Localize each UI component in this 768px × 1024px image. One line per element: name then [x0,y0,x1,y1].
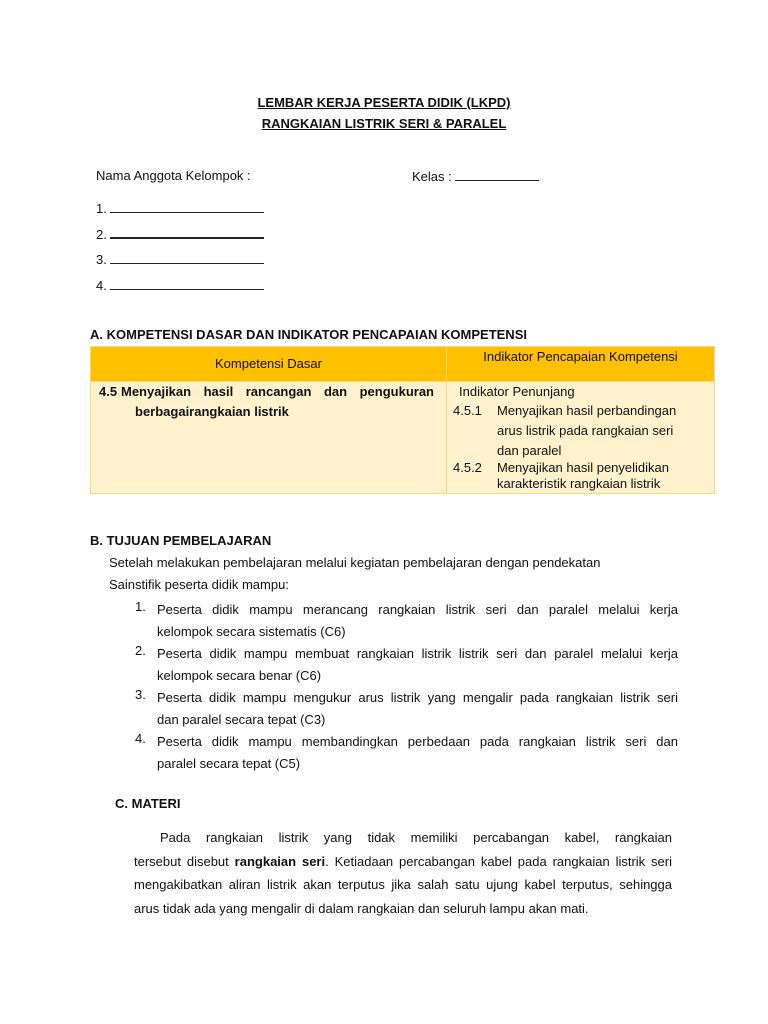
member-number: 3. [96,252,107,267]
member-blank[interactable] [110,200,264,213]
objectives-list [135,599,678,775]
kd-line2: berbagairangkaian listrik [135,403,289,419]
materi-line2: tersebut disebut rangkaian seri. Ketiadaan percabangan kabel pada rangkaian listrik seri [134,853,673,869]
list-item: 4. Peserta didik mampu membandingkan perbedaan pada rangkaian listrik seri dan paralel secara tepat (C5) [135,731,678,771]
indicator-cell [447,382,715,494]
header-indikator: Indikator Pencapaian Kompetensi [447,347,715,382]
materi-line1: Pada rangkaian listrik yang tidak memiliki percabangan kabel, rangkaian [160,830,672,845]
member-number: 1. [96,201,107,216]
member-row[interactable] [96,251,264,269]
member-row[interactable] [96,225,264,244]
member-number: 2. [96,227,107,242]
class-field[interactable] [412,168,539,186]
materi-line3: mengakibatkan aliran listrik akan terputus jika salah satu ujung kabel terputus, sehingga [134,877,672,892]
materi-paragraph [134,826,672,920]
section-a-heading: A. KOMPETENSI DASAR DAN INDIKATOR PENCAPAIAN KOMPETENSI [90,327,527,342]
indicator-item: 4.5.2 Menyajikan hasil penyelidikan karakteristik rangkaian listrik [453,459,669,492]
kd-line1: 4.5 Menyajikan hasil rancangan dan pengukuran [99,384,434,399]
list-item: 3. Peserta didik mampu mengukur arus listrik yang mengalir pada rangkaian listrik seri dan paralel secara tepat (C3) [135,687,678,727]
document-title-line2: RANGKAIAN LISTRIK SERI & PARALEL [261,116,507,131]
kd-cell [91,382,447,494]
section-b-intro-line1: Setelah melakukan pembelajaran melalui kegiatan pembelajaran dengan pendekatan [109,555,601,570]
list-item: 2. Peserta didik mampu membuat rangkaian listrik listrik seri dan paralel melalui kerja kelompok secara benar (C6) [135,643,678,683]
member-blank[interactable] [110,225,264,239]
section-c-heading: C. MATERI [115,796,181,811]
member-number: 4. [96,278,107,293]
member-blank[interactable] [110,277,264,290]
members-label: Nama Anggota Kelompok : [96,168,251,183]
indicator-item: 4.5.1 Menyajikan hasil perbandingan arus listrik pada rangkaian seri dan paralel [453,402,677,458]
list-item: 1. Peserta didik mampu merancang rangkaian listrik seri dan paralel melalui kerja kelompok secara sistematis (C6) [135,599,678,639]
term-rangkaian-seri: rangkaian seri [234,853,326,869]
indicator-heading: Indikator Penunjang [459,384,575,399]
table-header-row [91,347,715,382]
member-row[interactable] [96,200,264,218]
member-blank[interactable] [110,251,264,264]
section-b-heading: B. TUJUAN PEMBELAJARAN [90,533,272,548]
competency-table [90,346,715,494]
section-b-intro-line2: Sainstifik peserta didik mampu: [109,577,289,592]
class-label: Kelas : [412,169,452,184]
class-blank[interactable] [455,168,539,181]
table-row [91,382,715,494]
document-title-line1: LEMBAR KERJA PESERTA DIDIK (LKPD) [257,95,511,110]
member-row[interactable] [96,277,264,295]
materi-line4: arus tidak ada yang mengalir di dalam rangkaian dan seluruh lampu akan mati. [134,900,589,916]
header-kompetensi-dasar: Kompetensi Dasar [91,347,447,382]
